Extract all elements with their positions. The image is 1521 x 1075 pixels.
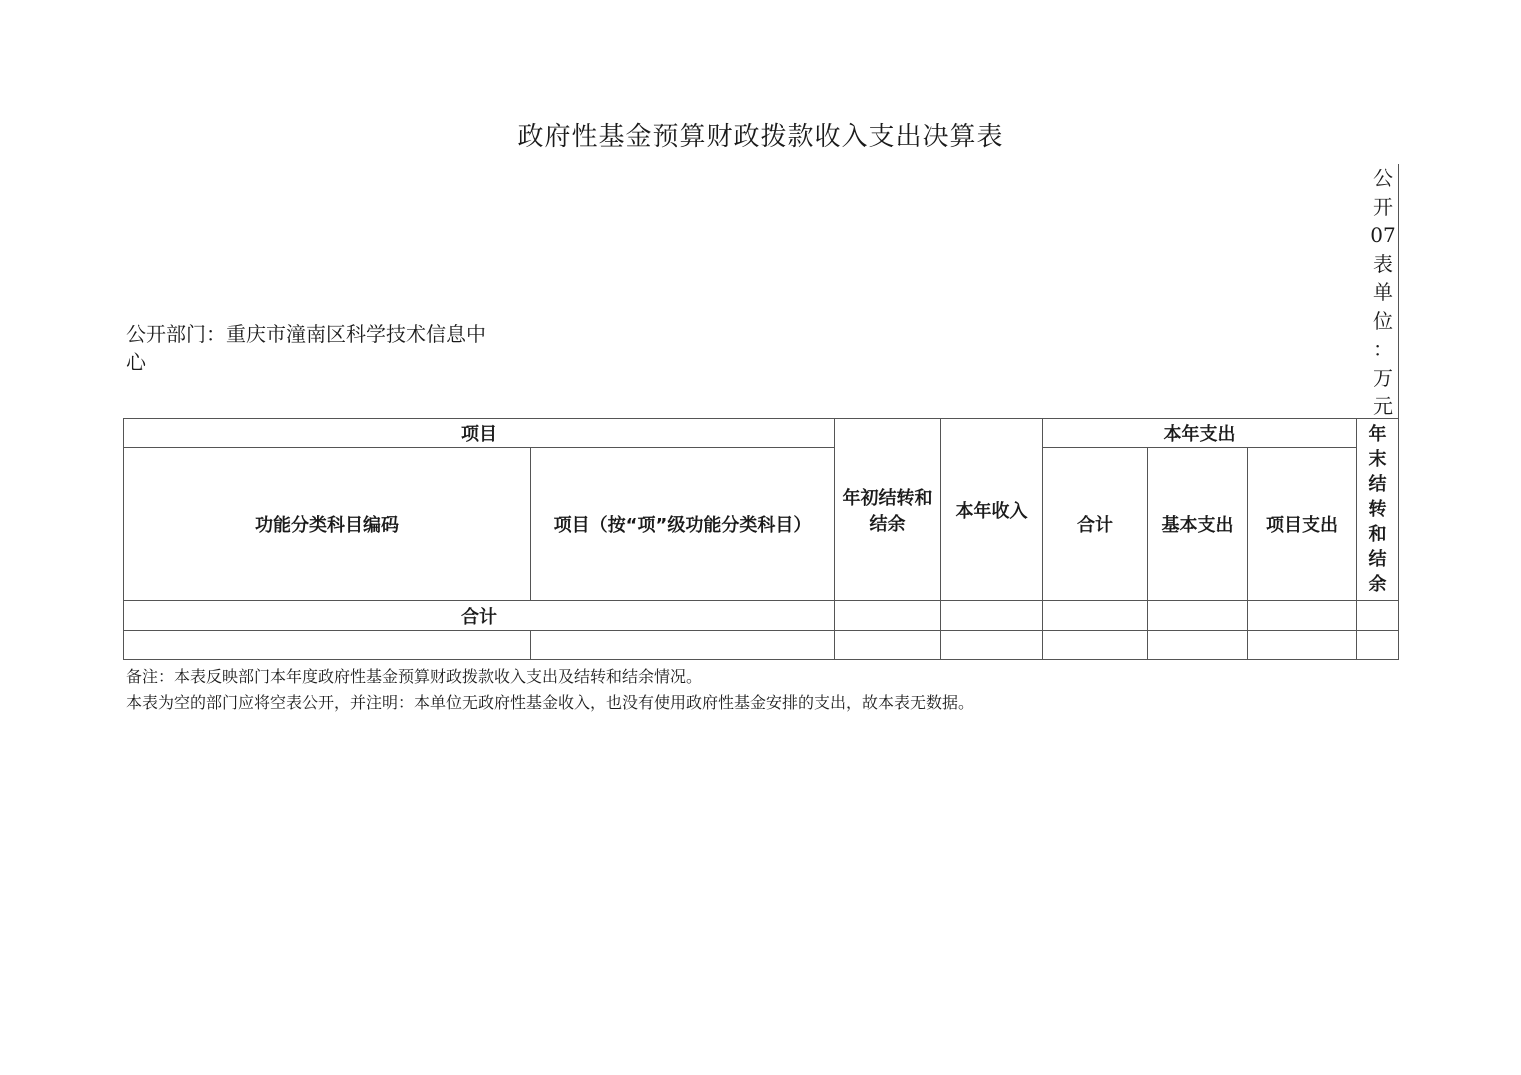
unit-note [1368, 164, 1399, 418]
notes [126, 664, 974, 716]
table-cell [1357, 601, 1399, 631]
table-cell [124, 631, 531, 660]
note-line: 本表为空的部门应将空表公开，并注明：本单位无政府性基金收入，也没有使用政府性基金安排的支出，故本表无数据。 [126, 693, 975, 712]
header-project: 项目 [124, 419, 835, 448]
department-label: 公开部门：重庆市潼南区科学技术信息中心 [126, 322, 486, 374]
table-cell [835, 631, 941, 660]
table-cell [1148, 631, 1248, 660]
header-item: 项目（按“项”级功能分类科目） [531, 448, 835, 601]
table-cell [1357, 631, 1399, 660]
header-end-balance-char: 转 [1368, 499, 1387, 520]
table-cell [1248, 601, 1357, 631]
table-cell [1248, 631, 1357, 660]
unit-note-char: 07 [1370, 223, 1396, 247]
table-cell [531, 631, 835, 660]
header-project-expense: 项目支出 [1248, 448, 1357, 601]
table-row [124, 631, 1399, 660]
header-income: 本年收入 [941, 419, 1043, 601]
unit-note-char: 单 [1373, 280, 1393, 304]
note-line: 备注：本表反映部门本年度政府性基金预算财政拨款收入支出及结转和结余情况。 [126, 667, 703, 686]
table-cell [1148, 601, 1248, 631]
unit-note-char: 表 [1373, 251, 1393, 276]
unit-note-char: 万 [1373, 365, 1393, 390]
total-row-label: 合计 [124, 601, 835, 631]
header-end-balance-char: 结 [1368, 474, 1387, 495]
table-cell [1043, 631, 1148, 660]
table-cell [1043, 601, 1148, 631]
document-title: 政府性基金预算财政拨款收入支出决算表 [517, 122, 1004, 152]
unit-note-char: 公 [1373, 166, 1393, 190]
header-end-balance-char: 年 [1368, 424, 1387, 445]
header-end-balance-char: 末 [1368, 449, 1387, 470]
header-end-balance-char: 余 [1368, 574, 1387, 595]
header-total: 合计 [1043, 448, 1148, 601]
unit-note-char: 位 [1373, 308, 1393, 333]
table-cell [941, 631, 1043, 660]
header-code: 功能分类科目编码 [124, 448, 531, 601]
unit-note-char: 元 [1373, 394, 1393, 418]
header-end-balance [1357, 419, 1399, 601]
header-basic: 基本支出 [1148, 448, 1248, 601]
unit-note-char: ： [1373, 337, 1393, 361]
header-end-balance-char: 和 [1368, 524, 1387, 545]
header-end-balance-char: 结 [1368, 549, 1387, 570]
table-cell [835, 601, 941, 631]
table-total-row [124, 601, 1399, 631]
unit-note-char: 开 [1373, 194, 1393, 219]
fund-table [123, 418, 1399, 660]
header-expense-group: 本年支出 [1043, 419, 1357, 448]
table-cell [941, 601, 1043, 631]
header-begin-balance: 年初结转和结余 [835, 419, 941, 601]
